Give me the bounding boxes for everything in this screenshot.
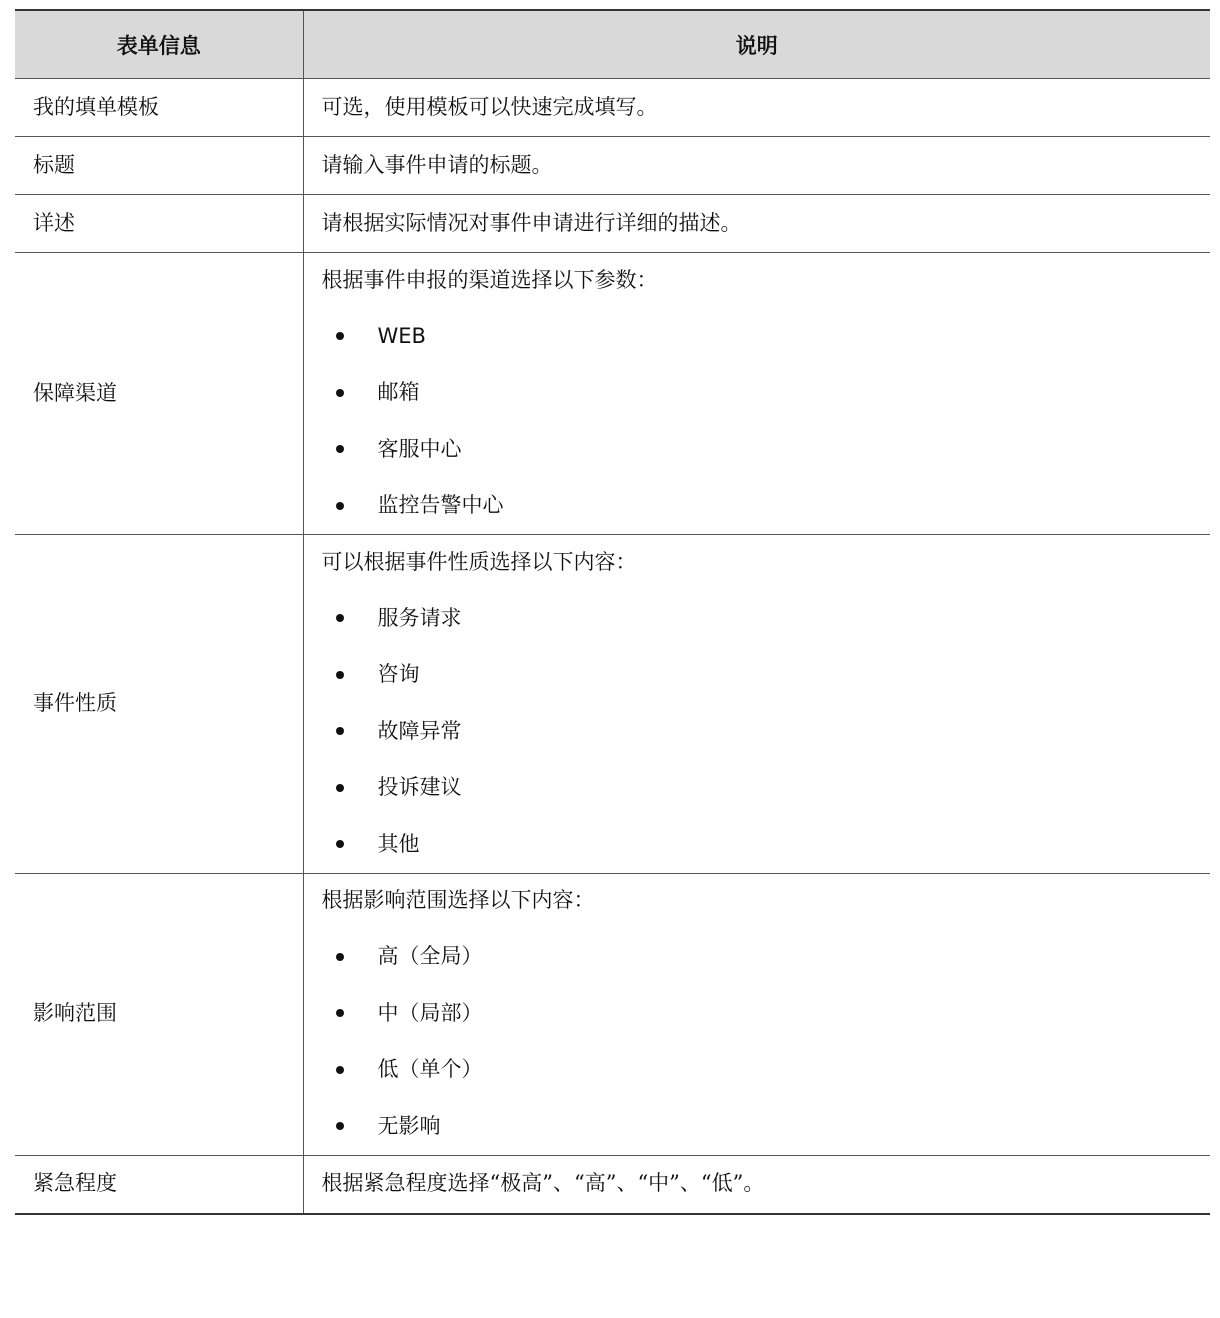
row-intro: 可以根据事件性质选择以下内容： xyxy=(321,549,637,574)
list-item: 投诉建议 xyxy=(322,760,1211,817)
bullet-icon xyxy=(336,614,344,622)
table-row xyxy=(15,195,1210,253)
row-key: 我的填单模板 xyxy=(15,79,303,137)
table-row xyxy=(15,873,1210,1155)
row-desc: 请根据实际情况对事件申请进行详细的描述。 xyxy=(303,195,1210,253)
table-row xyxy=(15,535,1210,874)
bullet-icon xyxy=(336,1009,344,1017)
bullet-icon xyxy=(336,840,344,848)
row-desc: 根据紧急程度选择“极高”、“高”、“中”、“低”。 xyxy=(303,1155,1210,1214)
row-key: 影响范围 xyxy=(15,873,303,1155)
list-item: 其他 xyxy=(322,816,1211,873)
list-item: 低（单个） xyxy=(322,1042,1211,1099)
row-key: 标题 xyxy=(15,137,303,195)
table-header-row xyxy=(15,10,1210,79)
bullet-icon xyxy=(336,389,344,397)
row-key: 保障渠道 xyxy=(15,253,303,535)
list-item: 无影响 xyxy=(322,1098,1211,1155)
option-list xyxy=(322,590,1211,873)
list-item: WEB xyxy=(322,308,1211,365)
bullet-icon xyxy=(336,727,344,735)
row-desc xyxy=(303,535,1210,874)
row-desc: 可选，使用模板可以快速完成填写。 xyxy=(303,79,1210,137)
row-intro: 根据影响范围选择以下内容： xyxy=(321,888,595,913)
list-item: 监控告警中心 xyxy=(322,478,1211,535)
bullet-icon xyxy=(336,1122,344,1130)
list-item: 中（局部） xyxy=(322,985,1211,1042)
bullet-icon xyxy=(336,445,344,453)
option-list xyxy=(322,929,1211,1155)
form-info-table xyxy=(15,9,1210,1215)
list-item: 邮箱 xyxy=(322,365,1211,422)
header-form-info: 表单信息 xyxy=(15,10,303,79)
bullet-icon xyxy=(336,1066,344,1074)
header-description: 说明 xyxy=(303,10,1210,79)
table-row xyxy=(15,137,1210,195)
table-row xyxy=(15,253,1210,535)
row-intro: 根据事件申报的渠道选择以下参数： xyxy=(321,267,658,292)
list-item: 高（全局） xyxy=(322,929,1211,986)
list-item: 咨询 xyxy=(322,647,1211,704)
row-key: 事件性质 xyxy=(15,535,303,874)
row-desc xyxy=(303,873,1210,1155)
list-item: 故障异常 xyxy=(322,703,1211,760)
bullet-icon xyxy=(336,502,344,510)
bullet-icon xyxy=(336,332,344,340)
row-desc: 请输入事件申请的标题。 xyxy=(303,137,1210,195)
row-desc xyxy=(303,253,1210,535)
list-item: 客服中心 xyxy=(322,421,1211,478)
row-key: 紧急程度 xyxy=(15,1155,303,1214)
list-item: 服务请求 xyxy=(322,590,1211,647)
bullet-icon xyxy=(336,671,344,679)
bullet-icon xyxy=(336,784,344,792)
row-key: 详述 xyxy=(15,195,303,253)
option-list xyxy=(322,308,1211,534)
table-row xyxy=(15,1155,1210,1214)
table-row xyxy=(15,79,1210,137)
bullet-icon xyxy=(336,953,344,961)
